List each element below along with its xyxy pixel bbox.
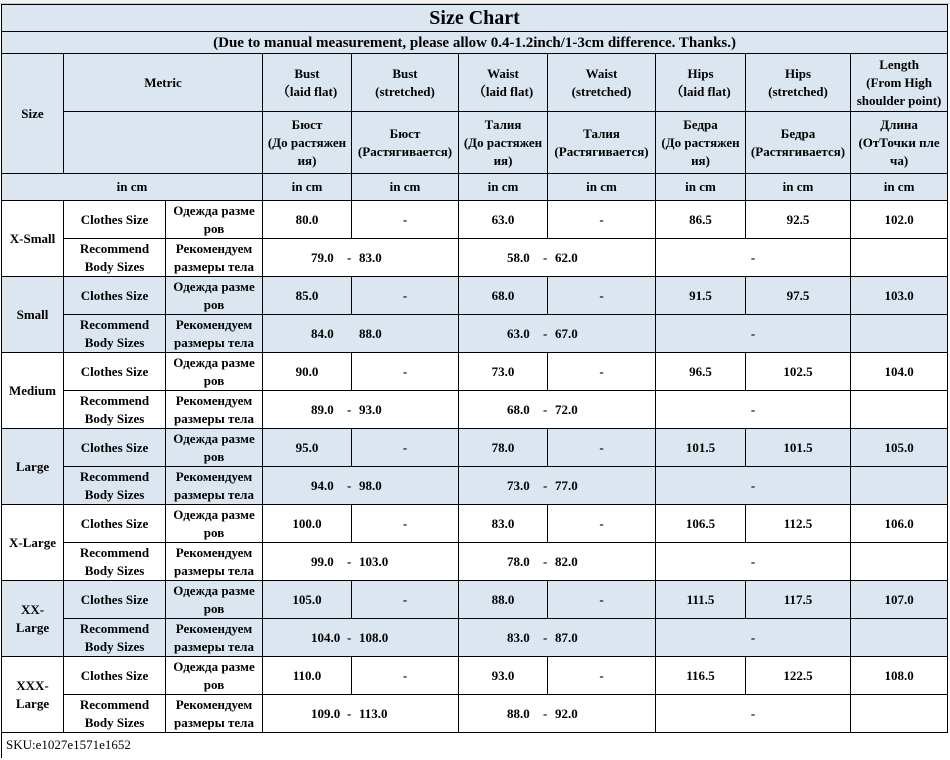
clothes-size-label-ru: Одежда разме ров <box>166 201 263 239</box>
body-size-label-ru: Рекомендуем размеры тела <box>166 391 263 429</box>
clothes-measurement: - <box>548 277 656 315</box>
body-size-label: Recommend Body Sizes <box>64 315 166 353</box>
body-size-label-ru: Рекомендуем размеры тела <box>166 239 263 277</box>
clothes-measurement: 83.0 <box>459 505 548 543</box>
body-length-value <box>851 391 948 429</box>
clothes-measurement: 101.5 <box>656 429 746 467</box>
clothes-measurement: 106.5 <box>656 505 746 543</box>
clothes-size-label-ru: Одежда разме ров <box>166 277 263 315</box>
range-low: 78.0 <box>507 553 530 569</box>
range-high: 88.0 <box>359 325 382 341</box>
clothes-size-label-ru: Одежда разме ров <box>166 657 263 695</box>
body-waist-range <box>459 391 656 429</box>
body-hips-value: - <box>656 695 851 733</box>
body-size-label: Recommend Body Sizes <box>64 543 166 581</box>
size-name: Medium <box>2 353 64 429</box>
range-dash: - <box>543 249 548 265</box>
clothes-measurement: - <box>548 353 656 391</box>
body-length-value <box>851 315 948 353</box>
range-low: 73.0 <box>507 477 530 493</box>
range-low: 99.0 <box>311 553 334 569</box>
unit-label: in cm <box>746 174 851 201</box>
range-dash: - <box>347 401 352 417</box>
chart-title: Size Chart <box>2 5 948 32</box>
clothes-measurement: 63.0 <box>459 201 548 239</box>
clothes-measurement: 85.0 <box>263 277 352 315</box>
clothes-measurement: - <box>352 657 459 695</box>
size-name: XX- Large <box>2 581 64 657</box>
column-header-en: Hips (stretched) <box>746 54 851 112</box>
size-header: Size <box>2 54 64 174</box>
body-size-label: Recommend Body Sizes <box>64 619 166 657</box>
body-size-label: Recommend Body Sizes <box>64 467 166 505</box>
body-size-label: Recommend Body Sizes <box>64 391 166 429</box>
body-waist-range <box>459 543 656 581</box>
range-high: 93.0 <box>359 401 382 417</box>
clothes-size-label-ru: Одежда разме ров <box>166 505 263 543</box>
size-name: XXX- Large <box>2 657 64 733</box>
clothes-size-label: Clothes Size <box>64 657 166 695</box>
body-length-value <box>851 467 948 505</box>
body-waist-range <box>459 695 656 733</box>
size-name: X-Small <box>2 201 64 277</box>
clothes-measurement: 102.5 <box>746 353 851 391</box>
column-header-en: Waist (stretched) <box>548 54 656 112</box>
metric-header: Metric <box>64 54 263 112</box>
range-low: 84.0 <box>311 325 334 341</box>
unit-label: in cm <box>263 174 352 201</box>
clothes-measurement: 86.5 <box>656 201 746 239</box>
clothes-measurement: - <box>548 657 656 695</box>
body-bust-range <box>263 695 459 733</box>
range-dash: - <box>543 629 548 645</box>
body-bust-range <box>263 467 459 505</box>
body-waist-range <box>459 619 656 657</box>
range-dash: - <box>347 477 352 493</box>
clothes-measurement: - <box>548 201 656 239</box>
clothes-size-label: Clothes Size <box>64 581 166 619</box>
column-header-en: Bust （laid flat) <box>263 54 352 112</box>
column-header-ru: Бюст (Растягивается) <box>352 112 459 174</box>
clothes-measurement: 112.5 <box>746 505 851 543</box>
clothes-measurement: 122.5 <box>746 657 851 695</box>
body-length-value <box>851 695 948 733</box>
clothes-size-label: Clothes Size <box>64 353 166 391</box>
size-name: Small <box>2 277 64 353</box>
range-low: 58.0 <box>507 249 530 265</box>
body-waist-range <box>459 239 656 277</box>
clothes-size-label: Clothes Size <box>64 505 166 543</box>
body-hips-value: - <box>656 543 851 581</box>
clothes-measurement: 100.0 <box>263 505 352 543</box>
range-high: 77.0 <box>555 477 578 493</box>
range-high: 113.0 <box>359 705 388 721</box>
column-header-ru: Талия (Растягивается) <box>548 112 656 174</box>
body-hips-value: - <box>656 619 851 657</box>
body-size-label-ru: Рекомендуем размеры тела <box>166 467 263 505</box>
range-high: 92.0 <box>555 705 578 721</box>
column-header-en: Waist （laid flat) <box>459 54 548 112</box>
clothes-size-label: Clothes Size <box>64 277 166 315</box>
unit-label: in cm <box>2 174 263 201</box>
body-bust-range <box>263 619 459 657</box>
clothes-size-label-ru: Одежда разме ров <box>166 429 263 467</box>
clothes-measurement: - <box>548 505 656 543</box>
range-low: 79.0 <box>311 249 334 265</box>
clothes-measurement: - <box>352 277 459 315</box>
body-length-value <box>851 619 948 657</box>
size-name: X-Large <box>2 505 64 581</box>
unit-label: in cm <box>548 174 656 201</box>
body-length-value <box>851 543 948 581</box>
range-dash: - <box>347 629 352 645</box>
body-length-value <box>851 239 948 277</box>
range-high: 83.0 <box>359 249 382 265</box>
range-low: 68.0 <box>507 401 530 417</box>
body-size-label-ru: Рекомендуем размеры тела <box>166 619 263 657</box>
column-header-ru: Бедра (До растяжен ия) <box>656 112 746 174</box>
range-high: 98.0 <box>359 477 382 493</box>
range-low: 89.0 <box>311 401 334 417</box>
clothes-measurement: 96.5 <box>656 353 746 391</box>
clothes-measurement: 80.0 <box>263 201 352 239</box>
unit-label: in cm <box>352 174 459 201</box>
clothes-measurement: 68.0 <box>459 277 548 315</box>
body-size-label: Recommend Body Sizes <box>64 695 166 733</box>
unit-label: in cm <box>459 174 548 201</box>
clothes-measurement: 101.5 <box>746 429 851 467</box>
clothes-measurement: 107.0 <box>851 581 948 619</box>
range-low: 104.0 <box>311 629 341 645</box>
clothes-size-label: Clothes Size <box>64 429 166 467</box>
clothes-measurement: 78.0 <box>459 429 548 467</box>
body-size-label: Recommend Body Sizes <box>64 239 166 277</box>
clothes-measurement: 111.5 <box>656 581 746 619</box>
sku-label: SKU:e1027e1571e1652 <box>2 733 948 758</box>
clothes-measurement: 93.0 <box>459 657 548 695</box>
clothes-measurement: 97.5 <box>746 277 851 315</box>
clothes-measurement: - <box>352 353 459 391</box>
range-dash: - <box>347 553 352 569</box>
column-header-en: Hips （laid flat) <box>656 54 746 112</box>
column-header-en: Length (From High shoulder point) <box>851 54 948 112</box>
body-hips-value: - <box>656 391 851 429</box>
clothes-measurement: - <box>352 429 459 467</box>
clothes-measurement: 90.0 <box>263 353 352 391</box>
clothes-measurement: 108.0 <box>851 657 948 695</box>
clothes-measurement: - <box>352 505 459 543</box>
clothes-measurement: 116.5 <box>656 657 746 695</box>
body-bust-range <box>263 315 459 353</box>
column-header-ru: Талия (До растяжен ия) <box>459 112 548 174</box>
range-low: 94.0 <box>311 477 334 493</box>
clothes-measurement: - <box>548 429 656 467</box>
body-hips-value: - <box>656 315 851 353</box>
body-bust-range <box>263 543 459 581</box>
body-size-label-ru: Рекомендуем размеры тела <box>166 543 263 581</box>
range-dash: - <box>543 325 548 341</box>
body-bust-range <box>263 239 459 277</box>
range-low: 88.0 <box>507 705 530 721</box>
body-hips-value: - <box>656 467 851 505</box>
body-size-label-ru: Рекомендуем размеры тела <box>166 315 263 353</box>
chart-subtitle: (Due to manual measurement, please allow 0.4-1.2inch/1-3cm difference. Thanks.) <box>2 32 948 54</box>
range-low: 109.0 <box>311 705 341 721</box>
clothes-measurement: 110.0 <box>263 657 352 695</box>
body-size-label-ru: Рекомендуем размеры тела <box>166 695 263 733</box>
unit-label: in cm <box>656 174 746 201</box>
clothes-measurement: 106.0 <box>851 505 948 543</box>
size-name: Large <box>2 429 64 505</box>
body-waist-range <box>459 315 656 353</box>
range-low: 83.0 <box>507 629 530 645</box>
column-header-ru: Длина (ОтТочки пле ча) <box>851 112 948 174</box>
clothes-measurement: 104.0 <box>851 353 948 391</box>
range-dash: - <box>543 705 548 721</box>
range-high: 108.0 <box>359 629 389 645</box>
metric-header-blank <box>64 112 263 174</box>
range-high: 103.0 <box>359 553 389 569</box>
body-bust-range <box>263 391 459 429</box>
clothes-measurement: 73.0 <box>459 353 548 391</box>
range-high: 82.0 <box>555 553 578 569</box>
clothes-measurement: 91.5 <box>656 277 746 315</box>
range-low: 63.0 <box>507 325 530 341</box>
clothes-measurement: 117.5 <box>746 581 851 619</box>
range-dash: - <box>347 249 352 265</box>
clothes-measurement: - <box>352 201 459 239</box>
column-header-ru: Бедра (Растягивается) <box>746 112 851 174</box>
range-high: 87.0 <box>555 629 578 645</box>
clothes-measurement: 102.0 <box>851 201 948 239</box>
range-dash: - <box>347 705 352 721</box>
column-header-en: Bust (stretched) <box>352 54 459 112</box>
range-high: 72.0 <box>555 401 578 417</box>
size-chart-table <box>1 4 948 758</box>
clothes-measurement: 105.0 <box>851 429 948 467</box>
clothes-measurement: 95.0 <box>263 429 352 467</box>
unit-label: in cm <box>851 174 948 201</box>
range-dash: - <box>543 553 548 569</box>
range-dash: - <box>543 401 548 417</box>
body-waist-range <box>459 467 656 505</box>
clothes-measurement: - <box>352 581 459 619</box>
clothes-measurement: 92.5 <box>746 201 851 239</box>
range-dash: - <box>543 477 548 493</box>
clothes-measurement: 88.0 <box>459 581 548 619</box>
range-high: 62.0 <box>555 249 578 265</box>
clothes-measurement: 103.0 <box>851 277 948 315</box>
clothes-measurement: 105.0 <box>263 581 352 619</box>
clothes-size-label-ru: Одежда разме ров <box>166 581 263 619</box>
clothes-size-label: Clothes Size <box>64 201 166 239</box>
column-header-ru: Бюст (До растяжен ия) <box>263 112 352 174</box>
body-hips-value: - <box>656 239 851 277</box>
range-high: 67.0 <box>555 325 578 341</box>
clothes-measurement: - <box>548 581 656 619</box>
clothes-size-label-ru: Одежда разме ров <box>166 353 263 391</box>
